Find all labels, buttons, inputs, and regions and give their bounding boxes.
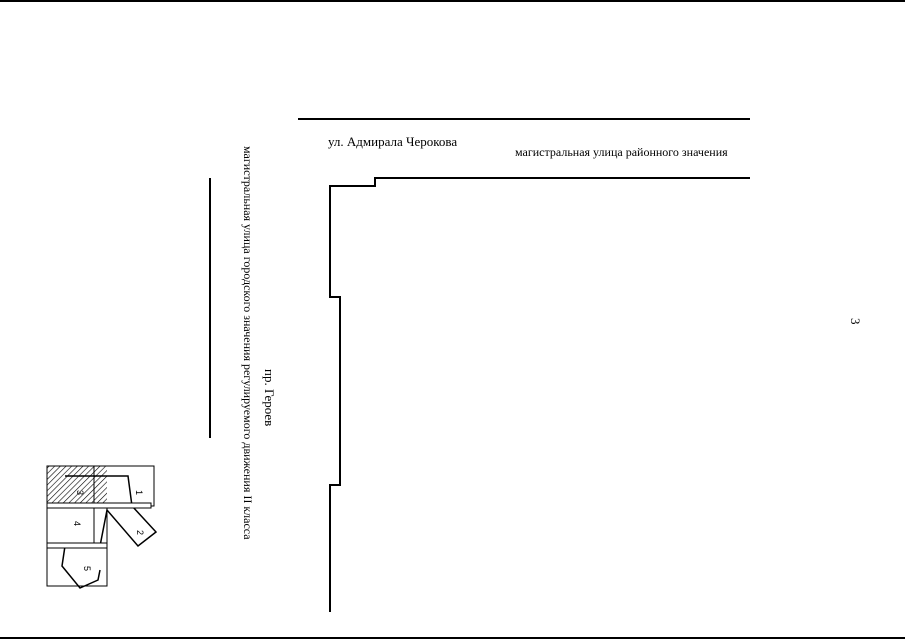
key-road-strip-2 bbox=[47, 543, 107, 548]
key-sheet-label-1: 1 bbox=[134, 490, 144, 496]
key-road-strip bbox=[47, 503, 151, 508]
key-sheet-label-4: 4 bbox=[72, 521, 82, 527]
key-map bbox=[47, 466, 156, 588]
territory-boundary bbox=[330, 178, 750, 612]
street-name-geroev: пр. Героев bbox=[262, 369, 277, 427]
key-sheet-label-5: 5 bbox=[82, 566, 92, 572]
street-name-cherokova: ул. Адмирала Черокова bbox=[328, 134, 458, 149]
page-number: 3 bbox=[848, 318, 863, 325]
key-sheet-label-2: 2 bbox=[135, 530, 145, 536]
street-class-cherokova: магистральная улица районного значения bbox=[515, 145, 728, 159]
key-map-hatched-area bbox=[47, 466, 107, 506]
street-class-geroev: магистральная улица городского значения регулируемого движения II класса bbox=[241, 146, 255, 540]
key-sheet-label-3: 3 bbox=[75, 490, 85, 496]
